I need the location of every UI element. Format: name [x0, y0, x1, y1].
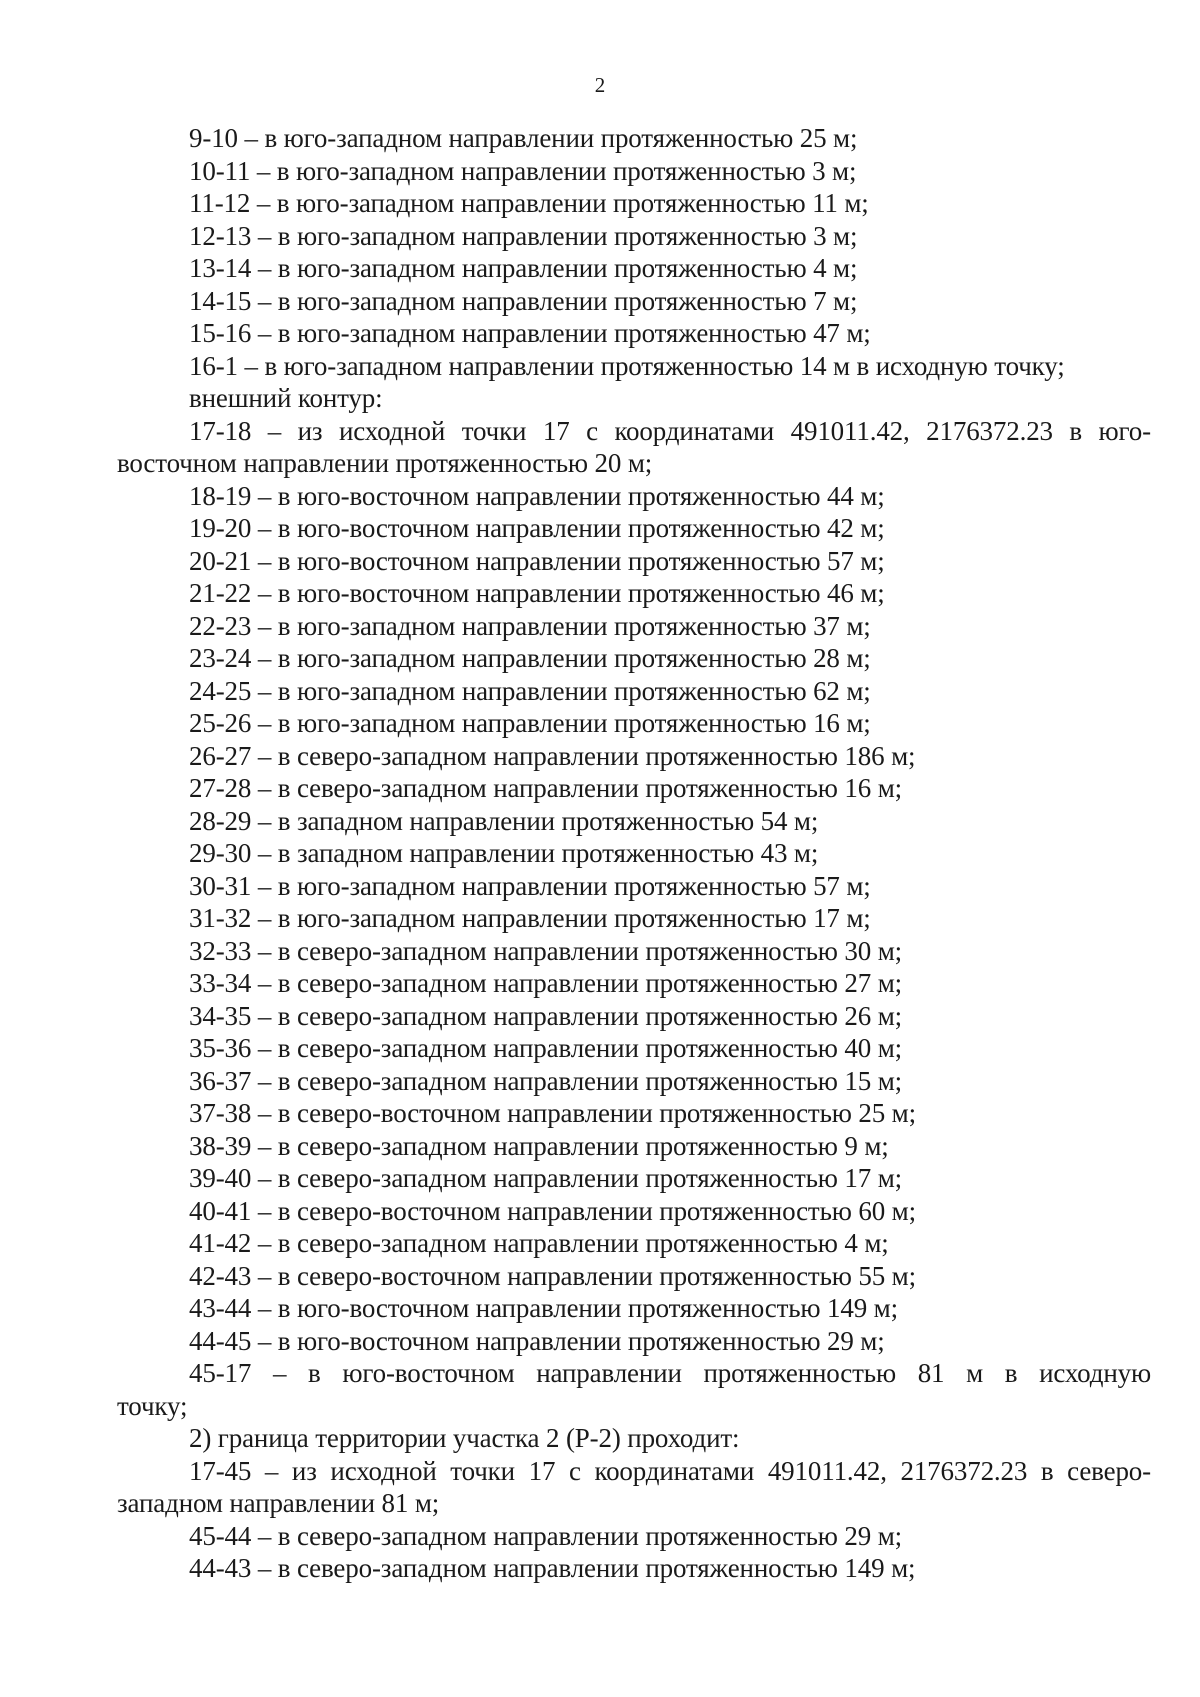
text-line: западном направлении 81 м;: [117, 1488, 440, 1518]
text-line: 35-36 – в северо-западном направлении протяженностью 40 м;: [189, 1033, 903, 1063]
text-line: 40-41 – в северо-восточном направлении протяженностью 60 м;: [189, 1195, 916, 1226]
text-line: 12-13 – в юго-западном направлении протяженностью 3 м;: [189, 220, 858, 251]
text-line: 27-28 – в северо-западном направлении протяженностью 16 м;: [189, 773, 903, 803]
text-line: точку;: [117, 1390, 188, 1421]
text-line: 18-19 – в юго-восточном направлении протяженностью 44 м;: [189, 480, 885, 511]
text-line: 31-32 – в юго-западном направлении протяженностью 17 м;: [189, 903, 871, 933]
text-line: 10-11 – в юго-западном направлении протяженностью 3 м;: [189, 155, 857, 186]
text-line: 30-31 – в юго-западном направлении протяженностью 57 м;: [189, 870, 871, 901]
text-line: 44-45 – в юго-восточном направлении протяженностью 29 м;: [189, 1325, 885, 1356]
page-number: 2: [594, 73, 606, 97]
text-line: 17-45 – из исходной точки 17 с координатами 491011.42, 2176372.23 в северо-: [189, 1455, 1151, 1486]
text-line: 26-27 – в северо-западном направлении протяженностью 186 м;: [189, 740, 916, 771]
text-line: 44-43 – в северо-западном направлении протяженностью 149 м;: [189, 1553, 916, 1583]
text-line: 34-35 – в северо-западном направлении протяженностью 26 м;: [189, 1000, 903, 1031]
text-line: 41-42 – в северо-западном направлении протяженностью 4 м;: [189, 1228, 889, 1258]
text-line: 24-25 – в юго-западном направлении протяженностью 62 м;: [189, 675, 871, 706]
text-line: 9-10 – в юго-западном направлении протяженностью 25 м;: [189, 123, 858, 153]
text-line: 33-34 – в северо-западном направлении протяженностью 27 м;: [189, 968, 903, 998]
text-line: 32-33 – в северо-западном направлении протяженностью 30 м;: [189, 935, 903, 966]
text-line: 2) граница территории участка 2 (Р-2) проходит:: [189, 1423, 740, 1453]
text-line: 28-29 – в западном направлении протяженностью 54 м;: [189, 805, 819, 836]
text-line: 19-20 – в юго-восточном направлении протяженностью 42 м;: [189, 513, 885, 543]
text-line: внешний контур:: [189, 383, 383, 413]
text-line: 37-38 – в северо-восточном направлении протяженностью 25 м;: [189, 1098, 916, 1128]
text-line: восточном направлении протяженностью 20 м;: [117, 448, 653, 478]
text-line: 29-30 – в западном направлении протяженностью 43 м;: [189, 838, 819, 868]
text-line: 21-22 – в юго-восточном направлении протяженностью 46 м;: [189, 578, 885, 608]
text-line: 38-39 – в северо-западном направлении протяженностью 9 м;: [189, 1130, 889, 1161]
text-line: 15-16 – в юго-западном направлении протяженностью 47 м;: [189, 318, 871, 348]
text-line: 36-37 – в северо-западном направлении протяженностью 15 м;: [189, 1065, 903, 1096]
text-line: 13-14 – в юго-западном направлении протяженностью 4 м;: [189, 253, 858, 283]
document-body: [117, 122, 1151, 1585]
text-line: 39-40 – в северо-западном направлении протяженностью 17 м;: [189, 1163, 903, 1193]
text-line: 11-12 – в юго-западном направлении протяженностью 11 м;: [189, 188, 869, 218]
text-line: 45-44 – в северо-западном направлении протяженностью 29 м;: [189, 1520, 903, 1551]
text-line: 43-44 – в юго-восточном направлении протяженностью 149 м;: [189, 1293, 898, 1323]
text-line: 20-21 – в юго-восточном направлении протяженностью 57 м;: [189, 545, 885, 576]
text-line: 23-24 – в юго-западном направлении протяженностью 28 м;: [189, 643, 871, 673]
text-line: 25-26 – в юго-западном направлении протяженностью 16 м;: [189, 708, 871, 738]
text-line: 16-1 – в юго-западном направлении протяженностью 14 м в исходную точку;: [189, 350, 1065, 381]
text-line: 17-18 – из исходной точки 17 с координатами 491011.42, 2176372.23 в юго-: [189, 415, 1151, 446]
text-line: 45-17 – в юго-восточном направлении протяженностью 81 м в исходную: [189, 1358, 1151, 1388]
text-line: 22-23 – в юго-западном направлении протяженностью 37 м;: [189, 610, 871, 641]
text-line: 14-15 – в юго-западном направлении протяженностью 7 м;: [189, 285, 858, 316]
text-line: 42-43 – в северо-восточном направлении протяженностью 55 м;: [189, 1260, 916, 1291]
